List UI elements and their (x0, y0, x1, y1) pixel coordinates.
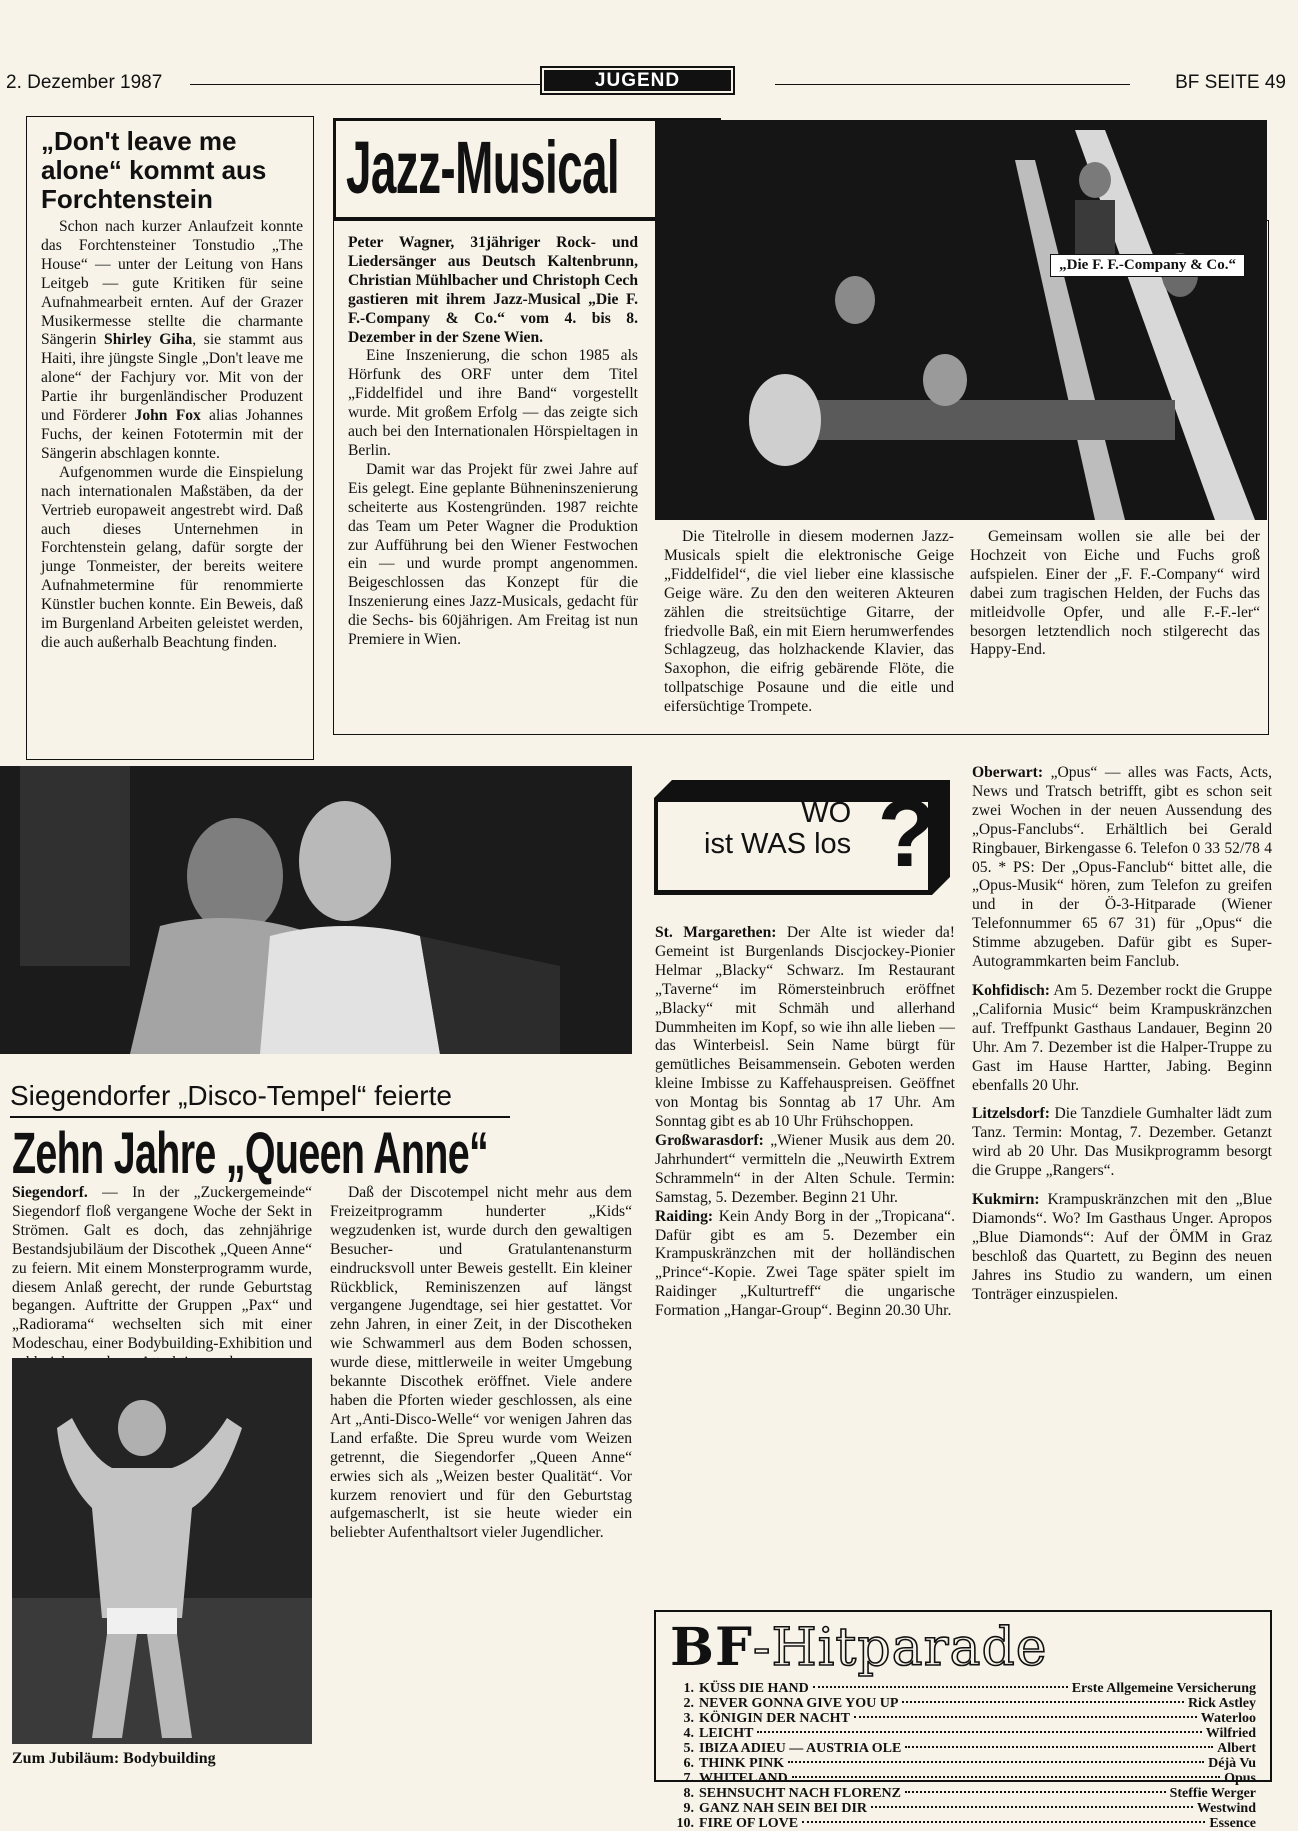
event-item: Oberwart: „Opus“ — alles was Facts, Acts, News und Tratsch betrifft, gibt es schon seit zwei Wochen in der neuen Aussendung des „Opus-Fanclubs“. Erhältlich bei Gerald Ringbauer, Birkengasse 6. Telefon 0 33 52/78 4 05. * PS: Der „Opus-Fanclub“ bittet alle, die „Opus-Musik“ hören, zum Telefon zu greifen und in der Ö-3-Hitparade (Wiener Telefonnummer 65 67 31) für „Opus“ die Stimme abzugeben. Dafür gibt es Super-Autogrammkarten beim Fanclub. (972, 764, 1272, 971)
hitparade-title: GANZ NAH SEIN BEI DIR (699, 1801, 868, 1816)
hitparade-title: FIRE OF LOVE (699, 1816, 799, 1831)
hitparade-rank: 7. (683, 1771, 694, 1786)
article-queen-anne-col2 (330, 1184, 632, 1543)
event-item: St. Margarethen: Der Alte ist wieder da! Gemeint ist Burgenlands Discjockey-Pionier Helmar „Blacky“ Schwarz. Im Restaurant „Taverne“ im Römersteinbruch eröffnet „Blacky“ mit Schmäh und allerhand Dummheiten im Kopf, so wie ihn alle lieben — das Winterbeisl. Sein Name bürgt für gemütliches Beisammensein. Geboten werden kleine Imbisse zu Kaffehauspreisen. Geöffnet von Montag bis Sonntag ab 17 Uhr. Am Sonntag gibt es ab 10 Uhr Frühschoppen. (655, 924, 955, 1131)
hitparade-leader-dots (813, 1686, 1068, 1688)
wo-ist-was-los-text (704, 798, 851, 860)
event-item: Raiding: Kein Andy Borg in der „Tropicana“. Dafür gibt es am 5. Dezember ein Krampuskränzchen mit der holländischen „Prince“-Kopie. Zwei Tage später spielt im Raidinger „Kulturtreff“ die ungarische Formation „Hangar-Group“. Beginn 20.30 Uhr. (655, 1207, 955, 1320)
events-column-left (655, 924, 955, 1321)
event-item: Kohfidisch: Am 5. Dezember rockt die Gruppe „California Music“ beim Krampuskränzchen auf. Treffpunkt Gasthaus Landauer, Beginn 20 Uhr. Am 7. Dezember ist die Halper-Truppe zu Gast im Hause Hartter, Jabing. Beginn ebenfalls 20 Uhr. (972, 981, 1272, 1094)
hitparade-leader-dots (854, 1716, 1197, 1718)
paragraph: Eine Inszenierung, die schon 1985 als Hörfunk des ORF unter dem Titel „Fiddelfidel und ihre Band“ vorgestellt wurde. Mit großem Erfolg — das zeigte sich auch bei den Internationalen Hörspieltagen in Berlin. (348, 347, 638, 459)
hitparade-title: SEHNSUCHT NACH FLORENZ (699, 1786, 902, 1801)
paragraph: Gemeinsam wollen sie alle bei der Hochzeit von Eiche und Fuchs groß aufspielen. Einer der „F. F.-Company“ wird dabei zum tragischen Helden, der Fuchs das mitleidvolle Opfer, und alle F.-F.-ler“ besorgen letztendlich noch stilgerecht das Happy-End. (970, 528, 1260, 659)
hitparade-title: KÖNIGIN DER NACHT (699, 1711, 850, 1726)
disco-photo-image (0, 766, 632, 1054)
lead-paragraph: Peter Wagner, 31jähriger Rock- und Liedersänger aus Deutsch Kaltenbrunn, Christian Mühlbacher und Christoph Cech gastieren mit ihrem Jazz-Musical „Die F. F.-Company & Co.“ vom 4. bis 8. Dezember in der Szene Wien. (348, 234, 638, 346)
article-jazz-musical-title: Jazz-Musical (346, 126, 620, 209)
hitparade-entry (670, 1786, 1256, 1801)
article-queen-anne-kicker: Siegendorfer „Disco-Tempel“ feierte (10, 1080, 452, 1111)
paragraph: Siegendorf. — In der „Zuckergemeinde“ Siegendorf floß vergangene Woche der Sekt in Strömen. Galt es doch, das zehnjährige Bestandsjubiläum der Discothek „Queen Anne“ zu feiern. Mit einem Monsterprogramm wurde, diesem Anlaß gerecht, der runde Geburtstag begangen. Auftritte der Gruppen „Pax“ und „Radiorama“ wechselten sich mit einer Modeschau, einer Bodybuilding-Exhibition und (12, 1184, 312, 1353)
event-item: Kukmirn: Krampuskränzchen mit den „Blue Diamonds“. Wo? Im Gasthaus Unger. Apropos „Blue Diamonds“: Auf der ÖMM in Graz beschloß das Quartett, zu Beginn des neuen Jahres ins Studio zu wandern, um einen Tonträger einzuspielen. (972, 1191, 1272, 1303)
hitparade-leader-dots (757, 1731, 1201, 1733)
header-rule-left (190, 84, 540, 85)
hitparade-rank: 2. (683, 1696, 694, 1711)
hitparade-leader-dots (905, 1746, 1213, 1748)
paragraph: Schon nach kurzer Anlaufzeit konnte das Forchtensteiner Tonstudio „The House“ — unter der Leitung von Hans Leitgeb — gute Kritiken für seine Aufnahmearbeit ernten. Auf der Grazer Musikermesse stellte die charmante Sängerin Shirley Giha, sie stammt aus Haiti, ihre jüngste Single „Don't leave me alone“ der Fachjury vor. Mit von der Partie ihr burgenländischer Produzent und Förderer John Fox alias Johannes Fuchs, der keinen Fototermin mit der Sängerin abschlagen konnte. (41, 218, 303, 462)
band-photo-image (655, 120, 1267, 520)
ist-was-los-line: ist WAS los (704, 828, 852, 860)
question-mark: ? (877, 780, 936, 887)
paragraph: Damit war das Projekt für zwei Jahre auf Eis gelegt. Eine geplante Bühneninszenierung scheiterte aus Kostengründen. 1987 reichte das Team um Peter Wagner die Produktion zur Aufführung bei den Wiener Festwochen ein — und wurde prompt angenommen. Beigeschlossen das Konzept für die Inszenierung eines Jazz-Musicals, gedacht für die Sechs- bis 60jährigen. Am Freitag ist nun Premiere in Wien. (348, 460, 638, 649)
hitparade-entry (670, 1801, 1256, 1816)
bf-hitparade (654, 1610, 1272, 1831)
hitparade-artist: Albert (1217, 1741, 1256, 1756)
hitparade-title: THINK PINK (699, 1756, 785, 1771)
article-queen-anne-rule (10, 1116, 510, 1118)
wo-ist-was-los-logo (654, 780, 950, 895)
article-forchtenstein-title: „Don't leave me alone“ kommt aus Forchtenstein (41, 126, 267, 214)
band-photo-caption: „Die F. F.-Company & Co.“ (1050, 254, 1245, 277)
article-queen-anne-title: Zehn Jahre „Queen Anne“ (12, 1121, 488, 1186)
wo-line: WO (801, 797, 852, 829)
hitparade-rank: 9. (683, 1801, 694, 1816)
paragraph: Daß der Discotempel nicht mehr aus dem Freizeitprogramm hunderter „Kids“ wegzudenken ist, wurde durch den gewaltigen Besucher- und Gratulantenansturm eindrucksvoll unter Beweis gestellt. Ein kleiner Rückblick, Reminiszenzen auf längst vergangene Jugendtage, sei hier gestattet. Vor zehn Jahren, in einer Zeit, in der Discotheken wie Schwammerl aus dem Boden schossen, wurde diese, mittlerweile in weiter Umgebung bekannte Discothek eröffnet. Viele andere haben die Pforten wieder geschlossen, als eine Art „Anti-Disco-Welle“ vor wenigen Jahren das Land erfaßte. Die Spreu wurde vom Weizen getrennt, die Siegendorfer „Queen Anne“ erwies sich als „Weizen bester Qualität“. Vor kurzem renoviert und für den Geburtstag aufgemascherlt, ist sie heute wieder ein beliebter Aufenthaltsort vieler Jugendlicher. (330, 1184, 632, 1542)
event-item: Litzelsdorf: Die Tanzdiele Gumhalter lädt zum Tanz. Termin: Montag, 7. Dezember. Getanzt wird ab 20 Uhr. Das Musikprogramm besorgt die Gruppe „Rangers“. (972, 1105, 1272, 1180)
bodybuilder-photo-caption: Zum Jubiläum: Bodybuilding (12, 1750, 216, 1767)
hitparade-entry (670, 1771, 1256, 1786)
event-item: Großwarasdorf: „Wiener Musik aus dem 20. Jahrhundert“ vermitteln die „Neuwirth Extrem Schrammeln“ in der Alten Schule. Termin: Samstag, 5. Dezember. Beginn 21 Uhr. (655, 1131, 955, 1206)
hitparade-list (670, 1681, 1256, 1831)
hitparade-leader-dots (905, 1791, 1166, 1793)
hitparade-artist: Essence (1209, 1816, 1256, 1831)
section-label-text: JUGEND (544, 70, 731, 91)
paragraph: Aufgenommen wurde die Einspielung nach internationalen Maßstäben, da der Vertrieb europaweit angestrebt wird. Daß auch dieses Unternehmen in Forchtenstein gelang, dafür sorgte der junge Tonmeister, der bereits weitere Aufnahmetermine für renommierte Künstler buchen konnte. Ein Beweis, daß im Burgenland Arbeiten geleistet werden, die auch außerhalb Beachtung finden. (41, 463, 303, 651)
article-queen-anne-body (12, 1184, 312, 1373)
article-jazz-musical-col2 (664, 528, 954, 716)
hitparade-rank: 5. (683, 1741, 694, 1756)
bf-hitparade-logo: BF-Hitparade (670, 1617, 1048, 1678)
bodybuilder-photo-image (12, 1358, 312, 1744)
hitparade-artist: Steffie Werger (1169, 1786, 1256, 1801)
hitparade-entry (670, 1726, 1256, 1741)
events-column-right (972, 764, 1272, 1304)
hitparade-artist: Waterloo (1200, 1711, 1256, 1726)
hitparade-rank: 3. (683, 1711, 694, 1726)
hitparade-leader-dots (871, 1806, 1193, 1808)
hitparade-title: NEVER GONNA GIVE YOU UP (699, 1696, 899, 1711)
band-photo (655, 120, 1267, 520)
hitparade-entry (670, 1681, 1256, 1696)
header-rule-right (775, 84, 1130, 85)
hitparade-entry (670, 1696, 1256, 1711)
hitparade-artist: Erste Allgemeine Versicherung (1071, 1681, 1256, 1696)
hitparade-title: KÜSS DIE HAND (699, 1681, 809, 1696)
hitparade-title: LEICHT (699, 1726, 754, 1741)
hitparade-title: WHITELAND (699, 1771, 788, 1786)
hitparade-artist: Rick Astley (1187, 1696, 1256, 1711)
header-date: 2. Dezember 1987 (6, 72, 163, 93)
hitparade-entry (670, 1711, 1256, 1726)
hitparade-artist: Westwind (1196, 1801, 1256, 1816)
hitparade-entry (670, 1816, 1256, 1831)
hitparade-rank: 10. (676, 1816, 694, 1831)
disco-photo (0, 766, 632, 1054)
hitparade-rank: 6. (683, 1756, 694, 1771)
hitparade-title: IBIZA ADIEU — AUSTRIA OLE (699, 1741, 902, 1756)
article-jazz-musical-col3 (970, 528, 1260, 660)
paragraph: Die Titelrolle in diesem modernen Jazz-Musicals spielt die elektronische Geige „Fiddelfidel“, die viel lieber eine klassische Geige wäre. Zu den den weiteren Akteuren zählen die streitsüchtige Gitarre, der friedvolle Baß, ein mit Eiern herumwerfendes Schlagzeug, das holzhackende Klavier, das Saxophon, die eifrig gebärende Flöte, die tollpatschige Posaune und die eitle und eifersüchtige Trompete. (664, 528, 954, 716)
hitparade-rank: 4. (683, 1726, 694, 1741)
hitparade-artist: Wilfried (1205, 1726, 1256, 1741)
hitparade-leader-dots (802, 1821, 1205, 1823)
hitparade-artist: Déjà Vu (1208, 1756, 1256, 1771)
section-label (540, 66, 735, 95)
bodybuilder-photo (12, 1358, 312, 1744)
hitparade-entry (670, 1741, 1256, 1756)
hitparade-leader-dots (902, 1701, 1184, 1703)
hitparade-leader-dots (788, 1761, 1204, 1763)
hitparade-entry (670, 1756, 1256, 1771)
article-forchtenstein (26, 116, 314, 760)
hitparade-rank: 1. (683, 1681, 694, 1696)
hitparade-leader-dots (792, 1776, 1220, 1778)
hitparade-rank: 8. (683, 1786, 694, 1801)
page-number: BF SEITE 49 (1175, 72, 1286, 93)
article-jazz-musical-lead-col (348, 234, 638, 650)
hitparade-artist: Opus (1224, 1771, 1256, 1786)
article-forchtenstein-body (41, 218, 303, 653)
